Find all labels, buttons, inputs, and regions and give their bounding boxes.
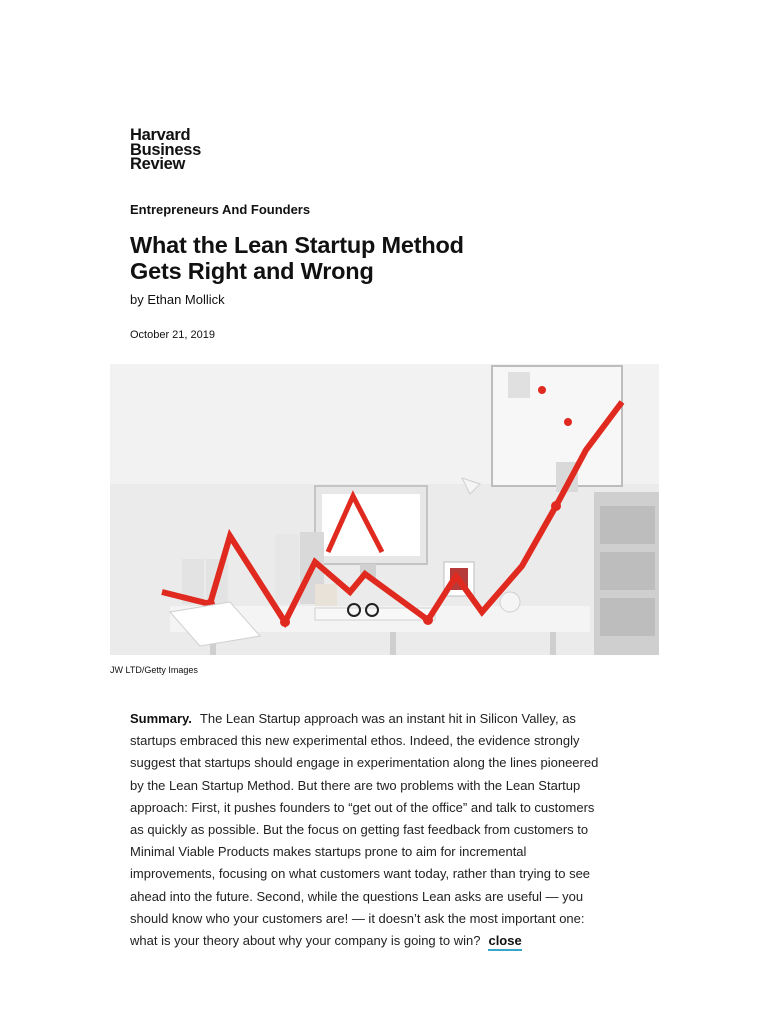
summary-block (130, 708, 640, 952)
title-line-1: What the Lean Startup Method (130, 232, 464, 258)
summary-label: Summary. (130, 711, 192, 726)
summary-line-2: startups embraced this new experimental ethos. Indeed, the evidence strongly (130, 733, 580, 749)
summary-line-8: improvements, focusing on what customers want today, rather than trying to see (130, 866, 591, 882)
publish-date: October 21, 2019 (130, 329, 216, 341)
summary-line-11 (130, 930, 640, 952)
logo-line-2: Business (130, 140, 201, 159)
summary-line-9: ahead into the future. Second, while the questions Lean asks are useful — you (130, 888, 584, 904)
article-title (130, 232, 550, 284)
byline: by Ethan Mollick (130, 292, 225, 307)
summary-line-10: should know who your customers are! — it doesn’t ask the most important one: (130, 910, 585, 926)
summary-line-7: Minimal Viable Products makes startups prone to aim for incremental (130, 844, 527, 860)
summary-last-text: what is your theory about why your company is going to win? (130, 933, 481, 949)
summary-line-1 (130, 708, 640, 730)
logo-line-1: Harvard (130, 126, 191, 144)
hbr-logo[interactable] (130, 128, 201, 172)
logo-line-3: Review (130, 155, 186, 173)
title-line-2: Gets Right and Wrong (130, 258, 374, 284)
image-credit: JW LTD/Getty Images (110, 665, 198, 675)
summary-line-3: suggest that startups should engage in experimentation along the lines pioneered (130, 755, 599, 771)
summary-line-6: as quickly as possible. But the focus on getting fast feedback from customers to (130, 822, 589, 838)
close-summary-link[interactable]: close (488, 933, 521, 951)
summary-line-4: by the Lean Startup Method. But there are two problems with the Lean Startup (130, 777, 581, 793)
summary-text: The Lean Startup approach was an instant hit in Silicon Valley, as (199, 711, 576, 726)
summary-line-5: approach: First, it pushes founders to “get out of the office” and talk to customers (130, 799, 595, 815)
hero-image (110, 364, 659, 655)
topic-link[interactable]: Entrepreneurs And Founders (130, 202, 311, 217)
